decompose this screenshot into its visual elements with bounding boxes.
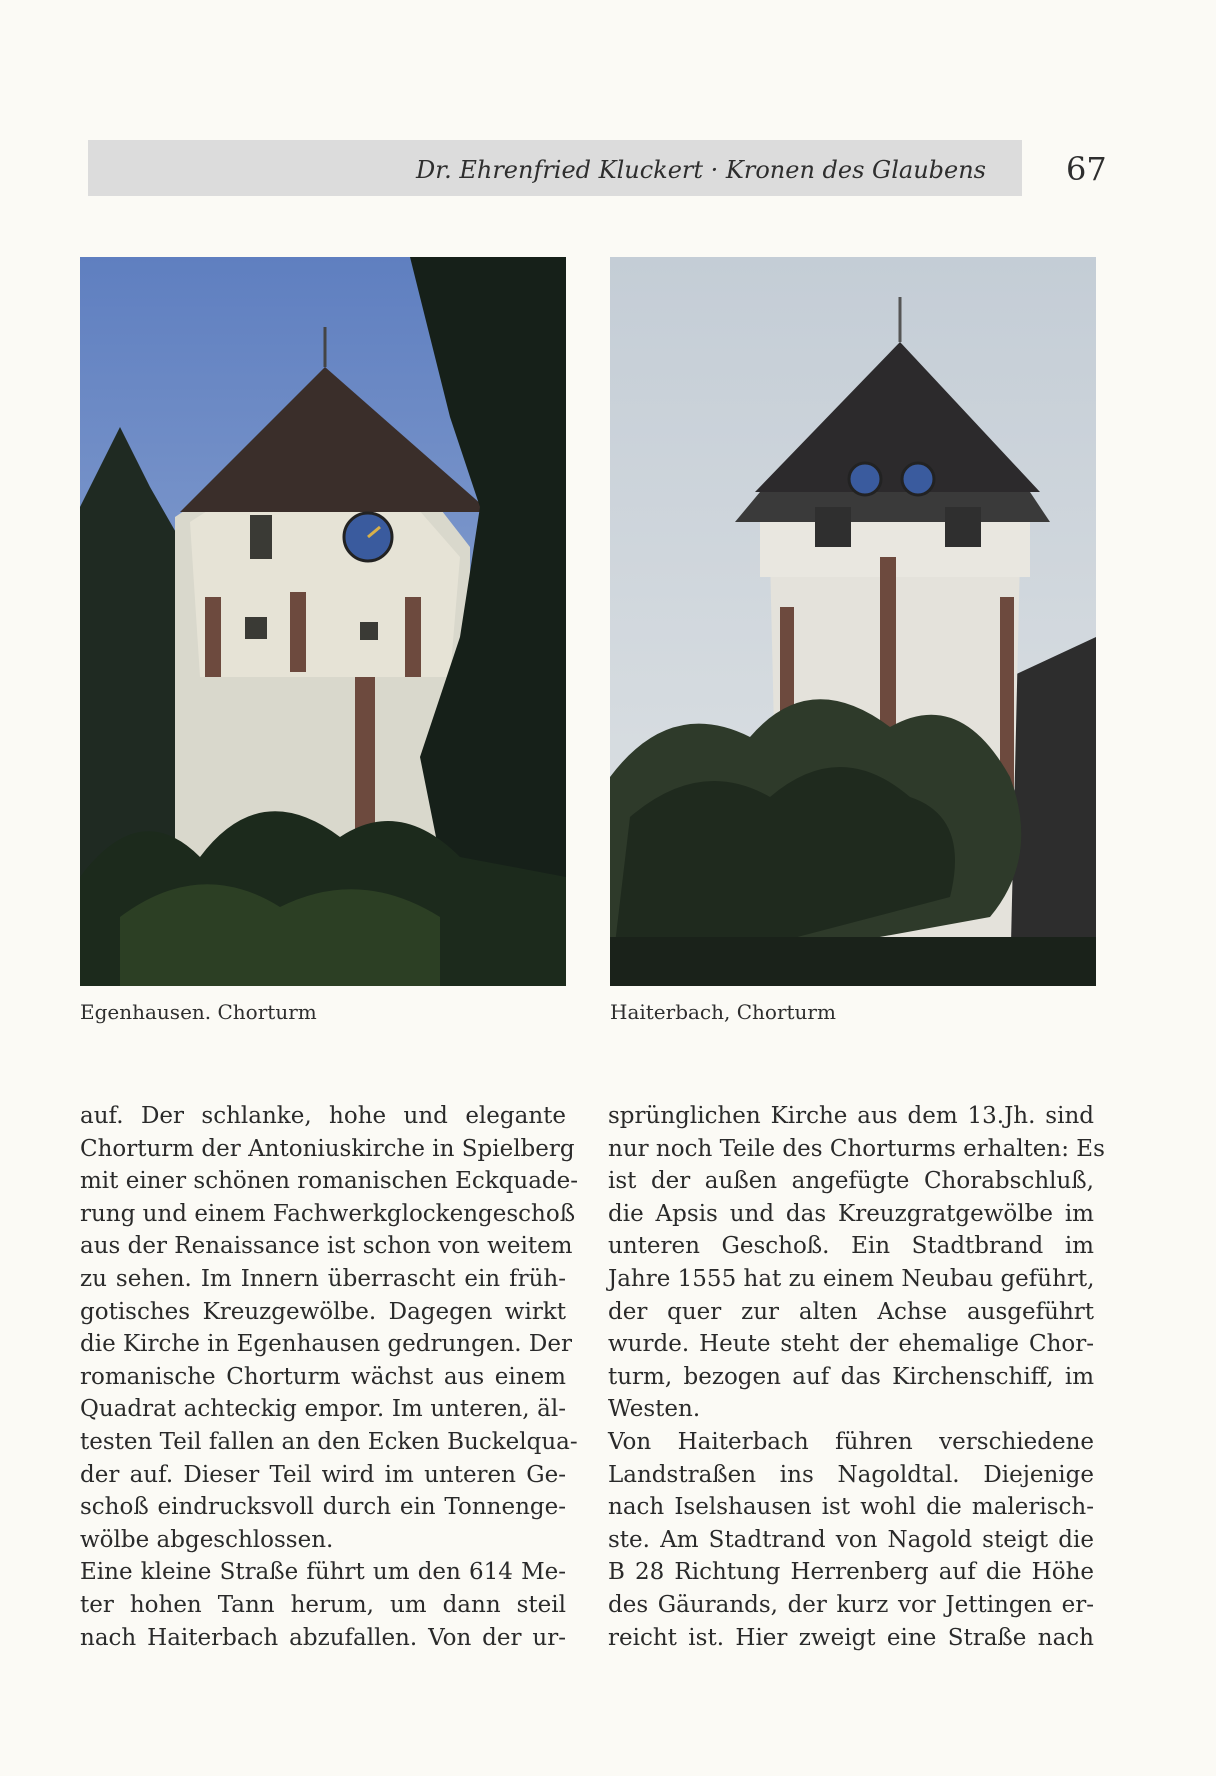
text-line: ste. Am Stadtrand von Nagold steigt die — [608, 1526, 1094, 1553]
caption-left: Egenhausen. Chorturm — [80, 1000, 317, 1024]
text-line: Quadrat achteckig empor. Im unteren, äl- — [80, 1396, 566, 1423]
text-line: gotisches Kreuzgewölbe. Dagegen wirkt — [80, 1298, 566, 1325]
text-line: Landstraßen ins Nagoldtal. Diejenige — [608, 1461, 1094, 1488]
text-line: testen Teil fallen an den Ecken Buckelqua- — [80, 1428, 578, 1455]
text-line: die Apsis und das Kreuzgratgewölbe im — [608, 1200, 1094, 1227]
caption-right: Haiterbach, Chorturm — [610, 1000, 836, 1024]
text-line: reicht ist. Hier zweigt eine Straße nach — [608, 1624, 1094, 1651]
running-head: Dr. Ehrenfried Kluckert · Kronen des Glaubens — [416, 156, 986, 184]
photo-haiterbach-chorturm — [610, 257, 1096, 986]
text-line: wurde. Heute steht der ehemalige Chor- — [608, 1331, 1094, 1358]
text-line: nur noch Teile des Chorturms erhalten: Es — [608, 1135, 1105, 1162]
text-line: turm, bezogen auf das Kirchenschiff, im — [608, 1363, 1094, 1390]
text-line: auf. Der schlanke, hohe und elegante — [80, 1103, 566, 1129]
text-line: B 28 Richtung Herrenberg auf die Höhe — [608, 1559, 1094, 1586]
text-line: der auf. Dieser Teil wird im unteren Ge- — [80, 1461, 566, 1488]
text-line: der quer zur alten Achse ausgeführt — [608, 1298, 1094, 1325]
text-line: ist der außen angefügte Chorabschluß, — [608, 1168, 1094, 1195]
text-line: Von Haiterbach führen verschiedene — [608, 1428, 1094, 1455]
text-line: die Kirche in Egenhausen gedrungen. Der — [80, 1331, 572, 1358]
text-column-right — [608, 1100, 1105, 1654]
text-line: sprünglichen Kirche aus dem 13.Jh. sind — [608, 1103, 1094, 1129]
text-line: Eine kleine Straße führt um den 614 Me- — [80, 1559, 566, 1586]
text-line: aus der Renaissance ist schon von weitem — [80, 1233, 573, 1260]
text-line: schoß eindrucksvoll durch ein Tonnenge- — [80, 1494, 566, 1521]
photo-egenhausen-chorturm — [80, 257, 566, 986]
text-column-left — [80, 1100, 579, 1654]
text-line: ter hohen Tann herum, um dann steil — [80, 1591, 566, 1618]
text-line: nach Iselshausen ist wohl die malerisch- — [608, 1494, 1094, 1521]
text-line: unteren Geschoß. Ein Stadtbrand im — [608, 1233, 1094, 1260]
text-line: Westen. — [608, 1396, 701, 1423]
text-line: Jahre 1555 hat zu einem Neubau geführt, — [608, 1265, 1095, 1292]
text-line: rung und einem Fachwerkglockengeschoß — [80, 1200, 576, 1227]
text-line: mit einer schönen romanischen Eckquade- — [80, 1168, 579, 1195]
text-line: nach Haiterbach abzufallen. Von der ur- — [80, 1624, 566, 1651]
text-line: zu sehen. Im Innern überrascht ein früh- — [80, 1265, 566, 1292]
text-line: romanische Chorturm wächst aus einem — [80, 1363, 566, 1390]
page-number: 67 — [1066, 150, 1107, 188]
text-line: des Gäurands, der kurz vor Jettingen er- — [608, 1591, 1094, 1618]
text-line: Chorturm der Antoniuskirche in Spielberg — [80, 1135, 575, 1162]
text-line: wölbe abgeschlossen. — [80, 1526, 334, 1553]
